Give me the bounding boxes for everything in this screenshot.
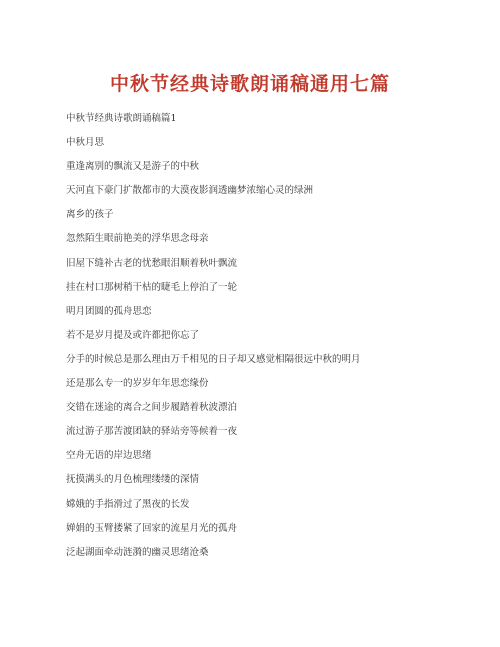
text-line: 交错在迷途的离合之间步履踏着秋波漂泊 (66, 402, 238, 414)
text-line: 若不是岁月提及或许都把你忘了 (66, 329, 200, 341)
text-line: 明月团圆的孤舟思恋 (66, 305, 152, 317)
text-line: 嫦娥的手指滑过了黑夜的长发 (66, 498, 190, 510)
text-line: 中秋月思 (66, 137, 105, 149)
text-line: 抚摸满头的月色梳理缕缕的深情 (66, 474, 200, 486)
text-line: 挂在村口那树稍干枯的睫毛上停泊了一轮 (66, 281, 238, 293)
text-line: 还是那么专一的岁岁年年思恋缘份 (66, 378, 209, 390)
text-line: 婵娟的玉臂搂紧了回家的流星月光的孤舟 (66, 522, 238, 534)
page-title: 中秋节经典诗歌朗诵稿通用七篇 (109, 73, 390, 95)
text-line: 空舟无语的岸边思绪 (66, 450, 152, 462)
text-line: 旧屋下缝补古老的忧愁眼泪顺着秋叶飘流 (66, 257, 238, 269)
text-line: 分手的时候总是那么理由万千相见的日子却又感觉相隔很远中秋的明月 (66, 353, 361, 365)
poem-text (66, 111, 486, 569)
text-line: 天河直下豪门扩散都市的大漠夜影润透幽梦浓缩心灵的绿洲 (66, 185, 314, 197)
text-line: 泛起湖面牵动涟漪的幽灵思绪沧桑 (66, 546, 209, 558)
text-line: 离乡的孩子 (66, 209, 114, 221)
text-line: 重逢离别的飘流又是游子的中秋 (66, 161, 200, 173)
text-line: 忽然陌生眼前艳美的浮华思念母亲 (66, 233, 209, 245)
text-line: 流过游子那苦渡团缺的驿站旁等候着一夜 (66, 426, 238, 438)
text-line: 中秋节经典诗歌朗诵稿篇1 (66, 113, 177, 124)
